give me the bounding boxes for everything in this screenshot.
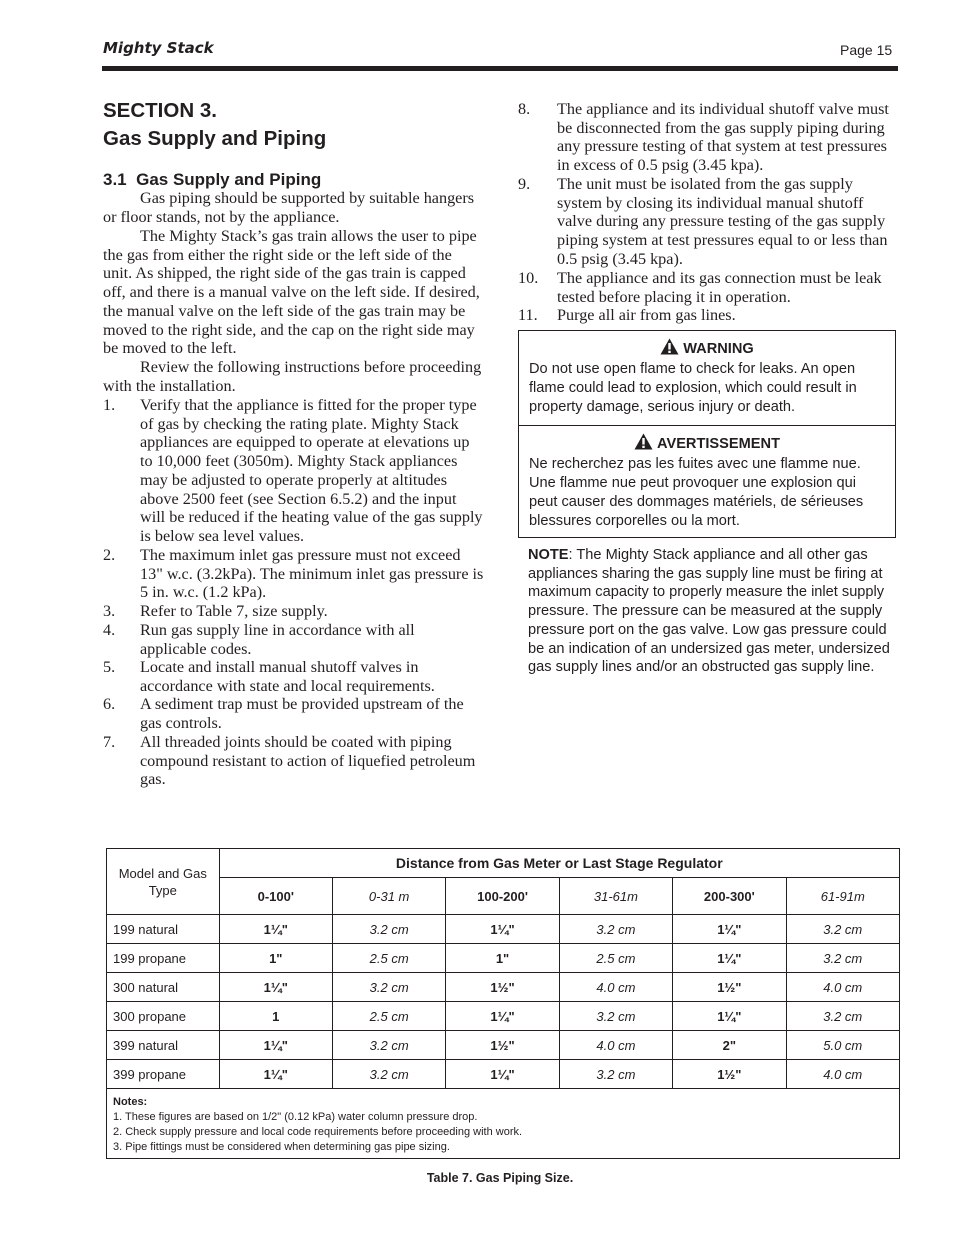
table-cell: 1¼"	[673, 1002, 786, 1031]
table-notes	[107, 1089, 900, 1159]
list-number: 2.	[103, 546, 116, 564]
model-cell: 300 natural	[107, 973, 220, 1002]
table-cell: 1"	[446, 944, 559, 973]
table-cell: 3.2 cm	[786, 1002, 899, 1031]
column-header: 0-100'	[219, 878, 332, 915]
list-text: The maximum inlet gas pressure must not exceed 13" w.c. (3.2kPa). The minimum inlet gas pressure is 5 in. w.c. (1.2 kPa).	[140, 546, 484, 602]
table-cell: 1¼"	[446, 1060, 559, 1089]
warning-triangle-icon	[634, 433, 653, 450]
table-cell: 1¼"	[673, 915, 786, 944]
subsection-title	[103, 169, 321, 191]
list-number: 6.	[103, 695, 116, 713]
intro-paragraph: Gas piping should be supported by suitable hangers or floor stands, not by the appliance.	[103, 189, 475, 226]
list-text: The unit must be isolated from the gas supply system by closing its individual manual shutoff valve during any pressure testing of the gas supply piping system at test pressures equal to or less than 0.5 psig (3.45 kpa).	[557, 175, 888, 268]
warning-triangle-icon	[660, 338, 679, 355]
list-number: 10.	[518, 269, 539, 287]
table-row	[107, 973, 900, 1002]
table-row	[107, 1060, 900, 1089]
table-cell: 5.0 cm	[786, 1031, 899, 1060]
list-text: A sediment trap must be provided upstream of the gas controls.	[140, 695, 464, 732]
list-text: Refer to Table 7, size supply.	[140, 602, 328, 620]
list-number: 7.	[103, 733, 116, 751]
column-header: 61-91m	[786, 878, 899, 915]
note-text: : The Mighty Stack appliance and all other gas appliances sharing the gas supply line must be firing at maximum capacity to properly measure the inlet supply pressure. The pressure can be measured at the supply pressure port on the gas valve. Low gas pressure could be an indication of an undersized gas meter, undersized gas supply lines and/or an obstructed gas supply line.	[528, 547, 890, 676]
table-cell: 2.5 cm	[559, 944, 672, 973]
list-text: The appliance and its gas connection must be leak tested before placing it in operation.	[557, 269, 882, 306]
list-number: 1.	[103, 396, 116, 414]
table-cell: 4.0 cm	[559, 1031, 672, 1060]
table-cell: 2.5 cm	[332, 944, 445, 973]
subsection-name: Gas Supply and Piping	[136, 170, 322, 189]
avertissement-title: AVERTISSEMENT	[657, 436, 780, 452]
warning-box	[518, 330, 896, 426]
table-cell: 3.2 cm	[332, 915, 445, 944]
list-text: Run gas supply line in accordance with all applicable codes.	[140, 621, 415, 658]
model-cell: 399 natural	[107, 1031, 220, 1060]
warning-text: Do not use open flame to check for leaks. An open flame could lead to explosion, which could result in property damage, serious injury or death.	[529, 361, 857, 415]
note-label: NOTE	[528, 547, 569, 563]
list-number: 5.	[103, 658, 116, 676]
avertissement-text: Ne recherchez pas les fuites avec une flamme nue. Une flamme nue peut provoquer une explosion qui peut causer des dommages matériels, de sérieuses blessures corporelles ou la mort.	[529, 456, 864, 529]
gas-piping-table	[106, 848, 900, 1159]
header-rule	[102, 66, 898, 71]
list-text: Purge all air from gas lines.	[557, 306, 736, 324]
table-cell: 1¼"	[673, 944, 786, 973]
table-cell: 1¼"	[446, 1002, 559, 1031]
table-cell: 1	[219, 1002, 332, 1031]
brand-title: Mighty Stack	[103, 39, 214, 57]
table-cell: 1½"	[446, 1031, 559, 1060]
table-row	[107, 944, 900, 973]
intro-paragraph: Review the following instructions before proceeding with the installation.	[103, 358, 482, 395]
list-text: The appliance and its individual shutoff valve must be disconnected from the gas supply piping during any pressure testing of that system at test pressures in excess of 0.5 psig (3.45 kpa).	[557, 100, 889, 175]
list-text: Locate and install manual shutoff valves in accordance with state and local requirements.	[140, 658, 435, 695]
note-line: 3. Pipe fittings must be considered when determining gas pipe sizing.	[113, 1141, 450, 1153]
table-cell: 3.2 cm	[559, 915, 672, 944]
list-number: 8.	[518, 100, 531, 118]
page-number: Page 15	[840, 42, 893, 58]
section-name: Gas Supply and Piping	[103, 127, 327, 150]
avertissement-heading	[529, 433, 885, 454]
table-cell: 1½"	[446, 973, 559, 1002]
table-cell: 1½"	[673, 1060, 786, 1089]
table-cell: 3.2 cm	[332, 1031, 445, 1060]
table-cell: 4.0 cm	[786, 1060, 899, 1089]
list-number: 4.	[103, 621, 116, 639]
table-cell: 1½"	[673, 973, 786, 1002]
warning-heading	[529, 338, 885, 359]
table-cell: 1¼"	[219, 1031, 332, 1060]
table-row	[107, 915, 900, 944]
table-cell: 2.5 cm	[332, 1002, 445, 1031]
table-cell: 3.2 cm	[786, 944, 899, 973]
table-cell: 3.2 cm	[786, 915, 899, 944]
table-cell: 1¼"	[219, 973, 332, 1002]
subsection-number: 3.1	[103, 170, 127, 189]
table-cell: 4.0 cm	[786, 973, 899, 1002]
section-title	[103, 97, 326, 153]
table-cell: 1¼"	[219, 915, 332, 944]
column-header: 200-300'	[673, 878, 786, 915]
model-cell: 399 propane	[107, 1060, 220, 1089]
model-cell: 199 natural	[107, 915, 220, 944]
list-text: All threaded joints should be coated with piping compound resistant to action of liquefied petroleum gas.	[140, 733, 476, 789]
notes-title: Notes:	[113, 1096, 148, 1108]
table-cell: 1"	[219, 944, 332, 973]
table-cell: 2"	[673, 1031, 786, 1060]
table-cell: 1¼"	[219, 1060, 332, 1089]
table-cell: 4.0 cm	[559, 973, 672, 1002]
column-header: 0-31 m	[332, 878, 445, 915]
table-row	[107, 1031, 900, 1060]
list-text: Verify that the appliance is fitted for the proper type of gas by checking the rating plate. Mighty Stack appliances are equipped to operate at elevations up to 10,000 feet (3050m). Mighty Stack appliances may be adjusted to operate properly at altitudes above 2500 feet (see Section 6.5.2) and the input will be reduced if the heating value of the gas supply is below sea level values.	[140, 396, 483, 545]
column-header: 31-61m	[559, 878, 672, 915]
table-cell: 3.2 cm	[332, 1060, 445, 1089]
table-caption: Table 7. Gas Piping Size.	[426, 1171, 574, 1185]
note-line: 1. These figures are based on 1/2" (0.12 kPa) water column pressure drop.	[113, 1111, 478, 1123]
table-row	[107, 1002, 900, 1031]
list-number: 11.	[518, 306, 538, 324]
table-cell: 1¼"	[446, 915, 559, 944]
model-cell: 300 propane	[107, 1002, 220, 1031]
column-header: 100-200'	[446, 878, 559, 915]
model-cell: 199 propane	[107, 944, 220, 973]
avertissement-box	[518, 425, 896, 538]
section-number: SECTION 3.	[103, 99, 217, 122]
table-cell: 3.2 cm	[332, 973, 445, 1002]
table-corner-header: Model and Gas Type	[107, 849, 220, 915]
note-paragraph	[528, 546, 890, 677]
table-cell: 3.2 cm	[559, 1060, 672, 1089]
note-line: 2. Check supply pressure and local code requirements before proceeding with work.	[113, 1126, 523, 1138]
intro-paragraph: The Mighty Stack’s gas train allows the user to pipe the gas from either the right side or the left side of the unit. As shipped, the right side of the gas train is capped off, and there is a manual valve on the left side. If desired, the manual valve on the left side of the gas train may be moved to the right side, and the cap on the right side may be moved to the left.	[103, 227, 480, 358]
list-number: 3.	[103, 602, 116, 620]
table-cell: 3.2 cm	[559, 1002, 672, 1031]
warning-title: WARNING	[683, 341, 754, 357]
table-group-header: Distance from Gas Meter or Last Stage Regulator	[219, 849, 899, 878]
list-number: 9.	[518, 175, 531, 193]
